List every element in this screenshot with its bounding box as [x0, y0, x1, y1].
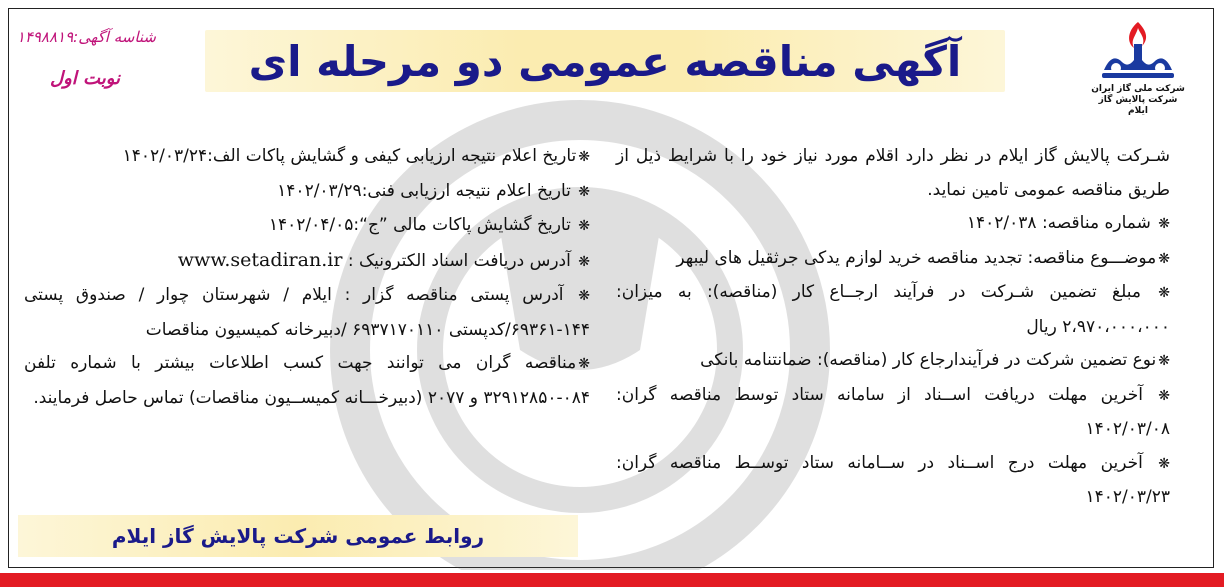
website-link[interactable]: www.setadiran.ir: [177, 248, 343, 271]
logo-caption-line1: شرکت ملی گاز ایران: [1091, 84, 1185, 94]
list-item: ❋نوع تضمین شرکت در فرآیندارجاع کار (مناقصه): ضمانتنامه بانکی: [700, 350, 1170, 370]
footer-signature: روابط عمومی شرکت پالایش گاز ایلام: [111, 524, 485, 548]
company-logo: [1090, 18, 1186, 118]
list-item: ❋موضـــوع مناقصه: تجدید مناقصه خرید لوازم یدکی جرثقیل های لیبهر: [676, 247, 1170, 268]
list-item: ❋ شماره مناقصه: ۱۴۰۲/۰۳۸: [966, 213, 1170, 233]
list-item: ❋ تاریخ اعلام نتیجه ارزیابی فنی:۱۴۰۲/۰۳/۲۹: [277, 180, 590, 201]
list-item-text: آخرین مهلت درج اســناد در ســامانه ستاد توســط مناقصه گران: ۱۴۰۲/۰۳/۲۳: [616, 452, 1170, 507]
list-item: ❋ آدرس پستی مناقصه گزار : ایلام / شهرستان چوار / صندوق پستی ۱۴۴-۶۹۳۶۱/کدپستی ۶۹۳۷۱۷۰۱۱۰ /دبیرخانه کمیسیون مناقصات: [24, 285, 591, 340]
right-column: [616, 140, 1170, 515]
list-item-text: نوع تضمین شرکت در فرآیندارجاع کار (مناقصه): ضمانتنامه بانکی: [700, 350, 1157, 370]
notice-id: شناسه آگهی:۱۴۹۸۸۱۹: [16, 28, 156, 46]
list-item-text: مناقصه گران می توانند جهت کسب اطلاعات بیشتر با شماره تلفن ۰۸۴-۳۲۹۱۲۸۵۰ و ۲۰۷۷ (دبیرخـــانه کمیســیون مناقصات) تماس حاصل فرمایند.: [24, 353, 590, 408]
list-item-text: آدرس دریافت اسناد الکترونیک :: [347, 250, 571, 271]
notice-turn: نوبت اول: [49, 68, 121, 89]
logo-caption-line2: شرکت پالایش گاز ایلام: [1098, 95, 1178, 116]
intro-text: شـرکت پالایش گاز ایلام در نظر دارد اقلام مورد نیاز خود را با شرایط ذیل از طریق مناقصه عمومی تامین نماید.: [616, 146, 1170, 200]
list-item-text: آخرین مهلت دریافت اســناد از سامانه ستاد توسط مناقصه گران: ۱۴۰۲/۰۳/۰۸: [616, 384, 1170, 439]
left-column: [24, 140, 590, 415]
page-title: آگهی مناقصه عمومی دو مرحله ای: [248, 37, 962, 86]
list-item: ❋مناقصه گران می توانند جهت کسب اطلاعات بیشتر با شماره تلفن ۰۸۴-۳۲۹۱۲۸۵۰ و ۲۰۷۷ (دبیرخـــانه کمیســیون مناقصات) تماس حاصل فرمایند.: [24, 353, 590, 408]
header: [10, 18, 1200, 116]
list-item: ❋ مبلغ تضمین شـرکت در فرآیند ارجــاع کار (مناقصه): به میزان: ۲،۹۷۰،۰۰۰،۰۰۰ ریال: [616, 282, 1170, 337]
list-item: ❋ آدرس دریافت اسناد الکترونیک : www.setadiran.ir: [177, 248, 590, 271]
list-item-text: تاریخ گشایش پاکات مالی ”ج“:۱۴۰۲/۰۴/۰۵: [268, 215, 571, 235]
list-item: ❋ تاریخ گشایش پاکات مالی ”ج“:۱۴۰۲/۰۴/۰۵: [268, 215, 590, 235]
list-item-text: تاریخ اعلام نتیجه ارزیابی فنی:۱۴۰۲/۰۳/۲۹: [277, 180, 571, 201]
list-item-text: تاریخ اعلام نتیجه ارزیابی کیفی و گشایش پاکات الف:۱۴۰۲/۰۳/۲۴: [122, 146, 577, 166]
nigc-flame-logo-icon: [1098, 18, 1178, 80]
list-item-text: آدرس پستی مناقصه گزار : ایلام / شهرستان چوار / صندوق پستی ۱۴۴-۶۹۳۶۱/کدپستی ۶۹۳۷۱۷۰۱۱۰ /دبیرخانه کمیسیون مناقصات: [24, 285, 590, 340]
bottom-red-bar: [0, 573, 1224, 587]
list-item: ❋ آخرین مهلت درج اســناد در ســامانه ستاد توســط مناقصه گران: ۱۴۰۲/۰۳/۲۳: [616, 452, 1171, 507]
list-item-text: مبلغ تضمین شـرکت در فرآیند ارجــاع کار (مناقصه): به میزان: ۲،۹۷۰،۰۰۰،۰۰۰ ریال: [616, 282, 1170, 337]
list-item-text: شماره مناقصه: ۱۴۰۲/۰۳۸: [966, 213, 1151, 233]
list-item: ❋تاریخ اعلام نتیجه ارزیابی کیفی و گشایش پاکات الف:۱۴۰۲/۰۳/۲۴: [122, 146, 590, 166]
list-item: ❋ آخرین مهلت دریافت اســناد از سامانه ستاد توسط مناقصه گران: ۱۴۰۲/۰۳/۰۸: [616, 384, 1171, 439]
list-item-text: موضـــوع مناقصه: تجدید مناقصه خرید لوازم یدکی جرثقیل های لیبهر: [676, 247, 1157, 268]
